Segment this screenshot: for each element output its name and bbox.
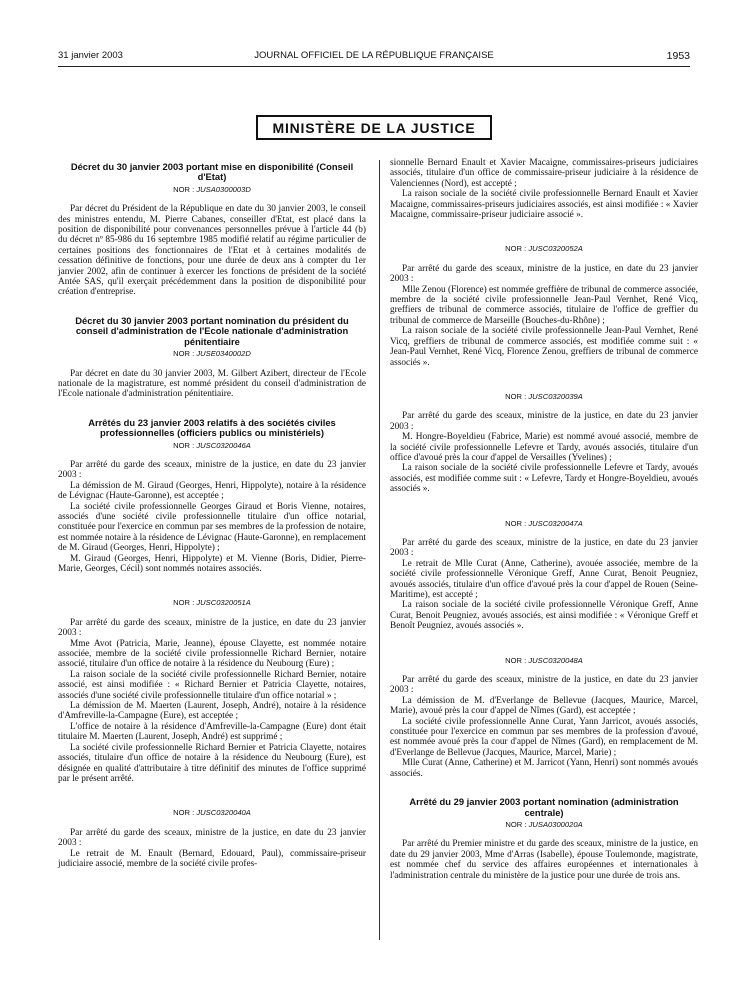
paragraph: Le retrait de Mlle Curat (Anne, Catherine), avouée associée, membre de la société civile professionnelle Véronique Greff, Anne Curat, Benoit Peugniez, avoués associés, titulaire d'un office d'avoué près la cour d'appel de Rouen (Seine-Maritime), est accepté ; [390,558,698,600]
paragraph: La raison sociale de la société civile professionnelle Véronique Greff, Anne Curat, Benoit Peugniez, avoués associés, est ainsi modifiée : « Véronique Greff et Benoît Peugniez, avoués associés ». [390,600,698,632]
paragraph: M. Giraud (Georges, Henri, Hippolyte) et M. Vienne (Boris, Didier, Pierre-Marie, Georges, Cécil) sont nommés notaires associés. [58,553,366,574]
paragraph: La démission de M. Maerten (Laurent, Joseph, André), notaire à la résidence d'Amfreville-la-Campagne (Eure), est acceptée ; [58,701,366,722]
left-column [58,158,366,869]
column-divider [379,160,380,940]
nor-reference: NOR : JUSC0320047A [505,518,583,528]
header-rule [58,66,690,67]
paragraph: Mlle Zenou (Florence) est nommée greffière de tribunal de commerce associée, membre de la société civile professionnelle Jean-Paul Vernhet, René Vicq, greffiers de tribunal de commerce associés, titulaire de l'office de greffier du tribunal de commerce de Marseille (Bouches-du-Rhône) ; [390,284,698,326]
paragraph: Mme Avot (Patricia, Marie, Jeanne), épouse Clayette, est nommée notaire associée, membre de la société civile professionnelle Richard Bernier, notaire associé, titulaire d'un office de notaire à la résidence du Neubourg (Eure) ; [58,638,366,670]
right-column [390,158,698,881]
paragraph: La démission de M. d'Everlange de Bellevue (Jacques, Maurice, Marcel, Marie), avoué près la cour d'appel de Nîmes (Gard), est acceptée ; [390,695,698,717]
paragraph: sionnelle Bernard Enault et Xavier Macaigne, commissaires-priseurs judiciaires associés, titulaire d'un office de commissaire-priseur judiciaire à la résidence de Valenciennes (Nord), est accepté ; [390,158,698,189]
paragraph: La raison sociale de la société civile professionnelle Jean-Paul Vernhet, René Vicq, greffiers de tribunal de commerce associés, est modifiée comme suit : « Jean-Paul Vernhet, René Vicq, Florence Zenou, greffiers de tribunal de commerce associés ». [390,326,698,368]
section-title: Arrêtés du 23 janvier 2003 relatifs à des sociétés civiles professionnelles (officiers publics ou ministériels) [88,416,336,439]
paragraph: Par arrêté du garde des sceaux, ministre de la justice, en date du 23 janvier 2003 : [58,827,366,849]
paragraph: La démission de M. Giraud (Georges, Henri, Hippolyte), notaire à la résidence de Lévignac (Haute-Garonne), est acceptée ; [58,480,366,502]
paragraph: Le retrait de M. Enault (Bernard, Edouard, Paul), commissaire-priseur judiciaire associé, membre de la société civile profes- [58,848,366,869]
nor-reference: NOR : JUSC0320039A [505,391,583,401]
nor-reference: NOR : JUSC0320052A [505,244,583,254]
nor-reference: NOR : JUSC0320046A [173,440,251,450]
page-header [58,50,690,64]
paragraph: La raison sociale de la société civile professionnelle Lefevre et Tardy, avoués associés, est modifiée comme suit : « Lefevre, Tardy et Hongre-Boyeldieu, avoués associés ». [390,463,698,495]
paragraph: Par arrêté du garde des sceaux, ministre de la justice, en date du 23 janvier 2003 : [58,459,366,481]
paragraph: Par arrêté du garde des sceaux, ministre de la justice, en date du 23 janvier 2003 : [390,537,698,559]
paragraph: Par arrêté du Premier ministre et du garde des sceaux, ministre de la justice, en date du 29 janvier 2003, Mme d'Arras (Isabelle), épouse Toulemonde, magistrate, est nommée chef du service des affaires européennes et internationales à l'administration centrale du ministère de la justice pour une durée de trois ans. [390,839,698,881]
paragraph: La société civile professionnelle Richard Bernier et Patricia Clayette, notaires associés, titulaire d'un office de notaire à la résidence du Neubourg (Eure), est désignée en qualité d'attributaire à titre définitif des minutes de l'office supprimé par le présent arrêté. [58,742,366,784]
nor-reference: NOR : JUSC0320048A [505,655,583,665]
paragraph: L'office de notaire à la résidence d'Amfreville-la-Campagne (Eure) dont était titulaire M. Maerten (Laurent, Joseph, André) est supprimé ; [58,721,366,743]
nor-reference: NOR : JUSA0300020A [505,819,583,829]
paragraph: Mlle Curat (Anne, Catherine) et M. Jarricot (Yann, Henri) sont nommés avoués associés. [390,758,698,779]
paragraph: Par décret en date du 30 janvier 2003, M. Gilbert Azibert, directeur de l'Ecole nationale de la magistrature, est nommé président du conseil d'administration de l'Ecole nationale d'administration pénitentiaire. [58,368,366,400]
nor-reference: NOR : JUSC0320051A [173,598,251,608]
ministry-title: MINISTÈRE DE LA JUSTICE [256,115,491,140]
paragraph: Par arrêté du garde des sceaux, ministre de la justice, en date du 23 janvier 2003 : [390,263,698,285]
paragraph: La raison sociale de la société civile professionnelle Richard Bernier, notaire associé, est ainsi modifiée : « Richard Bernier et Patricia Clayette, notaires, associés d'une société civile professionnelle titulaire d'un office notarial » ; [58,669,366,701]
paragraph: La société civile professionnelle Anne Curat, Yann Jarricot, avoués associés, constituée pour l'exercice en commun par ses membres de la profession d'avoué, est nommée avoué près la cour d'appel de Nîmes (Gard), en remplacement de M. d'Everlange de Bellevue (Jacques, Maurice, Marcel, Marie) ; [390,716,698,758]
journal-title: JOURNAL OFFICIEL DE LA RÉPUBLIQUE FRANÇAISE [254,50,494,61]
section-title: Arrêté du 29 janvier 2003 portant nomination (administration centrale) [409,796,679,818]
header-date: 31 janvier 2003 [58,50,123,61]
section-title: Décret du 30 janvier 2003 portant mise en disponibilité (Conseil d'Etat) [70,161,354,183]
paragraph: Par arrêté du garde des sceaux, ministre de la justice, en date du 23 janvier 2003 : [58,617,366,639]
paragraph: Par arrêté du garde des sceaux, ministre de la justice, en date du 23 janvier 2003 : [390,675,698,696]
paragraph: Par décret du Président de la République en date du 30 janvier 2003, le conseil des ministres entendu, M. Pierre Cabanes, conseiller d'Etat, est placé dans la position de disponibilité pour convenances personnelles prévue à l'article 44 (b) du décret nº 85-986 du 16 septembre 1985 modifié relatif au régime particulier de certaines positions des fonctionnaires de l'Etat et à certaines modalités de cessation définitive de fonctions, pour une durée de deux ans à compter du 1er janvier 2002, afin de continuer à exercer les fonctions de président de la société Antée SAS, qu'il exerçait précédemment dans la position de disponibilité pour création d'entreprise. [58,204,366,298]
paragraph: La raison sociale de la société civile professionnelle Bernard Enault et Xavier Macaigne, commissaires-priseurs judiciaires associés, est ainsi modifiée : « Xavier Macaigne, commissaire-priseur judiciaire associé ». [390,189,698,221]
paragraph: M. Hongre-Boyeldieu (Fabrice, Marie) est nommé avoué associé, membre de la société civile professionnelle Lefevre et Tardy, avoués associés, titulaire d'un office d'avoué près la cour d'appel de Versailles (Yvelines) ; [390,432,698,463]
paragraph: Par arrêté du garde des sceaux, ministre de la justice, en date du 23 janvier 2003 : [390,411,698,432]
paragraph: La société civile professionnelle Georges Giraud et Boris Vienne, notaires, associés d'une société civile professionnelle titulaire d'un office notarial, constituée pour l'exercice en commun par ses membres de la profession de notaire, est nommée notaire à la résidence de Lévignac (Haute-Garonne), en remplacement de M. Giraud (Georges, Henri, Hippolyte) ; [58,501,366,554]
page-number: 1953 [666,50,690,62]
section-title: Décret du 30 janvier 2003 portant nomination du président du conseil d'administration de l'Ecole nationale d'administration pénitentiaire [75,314,349,347]
nor-reference: NOR : JUSE0340002D [173,349,251,359]
nor-reference: NOR : JUSA0300003D [173,184,251,194]
nor-reference: NOR : JUSC0320040A [173,808,251,818]
